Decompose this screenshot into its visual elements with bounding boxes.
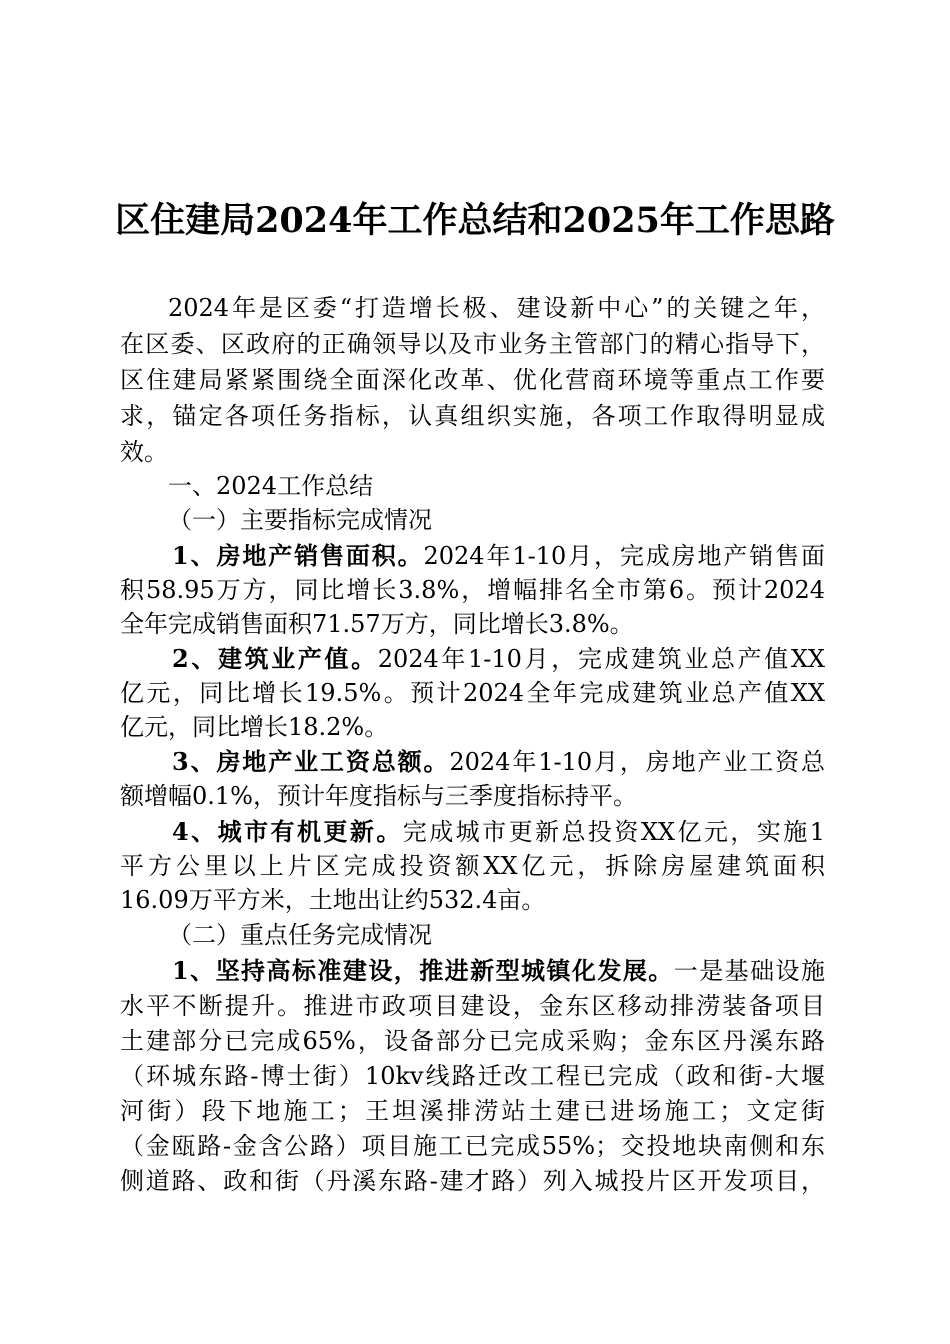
item-2-line-3: 亿元，同比增长18.2%。 bbox=[120, 713, 389, 741]
item-3-line-2: 额增幅0.1%，预计年度指标与三季度指标持平。 bbox=[120, 782, 637, 810]
item-4-text: 完成城市更新总投资XX亿元，实施1 bbox=[402, 818, 825, 846]
subsection-heading-1: （一）主要指标完成情况 bbox=[168, 506, 432, 534]
item-2-text: 2024年1-10月，完成建筑业总产值XX bbox=[377, 645, 825, 673]
subsection-heading-2: （二）重点任务完成情况 bbox=[168, 921, 432, 949]
item-4-line-3: 16.09万平方米，土地出让约532.4亩。 bbox=[120, 886, 546, 914]
task-1-line-4: （环城东路-博士街）10kv线路迁改工程已完成（政和街-大堰 bbox=[120, 1062, 825, 1090]
task-1-line-6: （金瓯路-金含公路）项目施工已完成55%；交投地块南侧和东 bbox=[120, 1132, 825, 1160]
item-1-line-2: 积58.95万方，同比增长3.8%，增幅排名全市第6。预计2024 bbox=[120, 576, 825, 604]
intro-line-3: 区住建局紧紧围绕全面深化改革、优化营商环境等重点工作要 bbox=[120, 366, 825, 394]
item-1-text: 2024年1-10月，完成房地产销售面 bbox=[423, 542, 826, 570]
intro-line-4: 求，锚定各项任务指标，认真组织实施，各项工作取得明显成 bbox=[120, 402, 825, 430]
task-1-lead: 1、坚持高标准建设，推进新型城镇化发展。 bbox=[172, 956, 674, 985]
intro-line-2: 在区委、区政府的正确领导以及市业务主管部门的精心指导下， bbox=[120, 330, 825, 358]
item-1-lead: 1、房地产销售面积。 bbox=[172, 541, 424, 570]
task-1-line-2: 水平不断提升。推进市政项目建设，金东区移动排涝装备项目 bbox=[120, 992, 825, 1020]
item-3-text: 2024年1-10月，房地产业工资总 bbox=[449, 748, 826, 776]
section-heading-1: 一、2024工作总结 bbox=[168, 472, 374, 500]
task-1-first-line bbox=[172, 953, 825, 989]
item-2-line-2: 亿元，同比增长19.5%。预计2024全年完成建筑业总产值XX bbox=[120, 679, 825, 707]
intro-line-5: 效。 bbox=[120, 438, 168, 466]
task-1-line-3: 土建部分已完成65%，设备部分已完成采购；金东区丹溪东路 bbox=[120, 1027, 825, 1055]
item-4-lead: 4、城市有机更新。 bbox=[172, 817, 403, 846]
item-1-line-3: 全年完成销售面积71.57万方，同比增长3.8%。 bbox=[120, 610, 634, 638]
item-4-first-line bbox=[172, 814, 825, 850]
page-title: 区住建局2024年工作总结和2025年工作思路 bbox=[115, 200, 835, 241]
item-3-lead: 3、房地产业工资总额。 bbox=[172, 747, 450, 776]
item-2-lead: 2、建筑业产值。 bbox=[172, 644, 378, 673]
intro-line-1: 2024年是区委“打造增长极、建设新中心”的关键之年， bbox=[168, 294, 825, 322]
task-1-text: 一是基础设施 bbox=[673, 957, 826, 985]
item-1-first-line bbox=[172, 538, 825, 574]
task-1-line-7: 侧道路、政和街（丹溪东路-建才路）列入城投片区开发项目， bbox=[120, 1167, 825, 1195]
item-3-first-line bbox=[172, 744, 825, 780]
item-2-first-line bbox=[172, 641, 825, 677]
task-1-line-5: 河街）段下地施工；王坦溪排涝站土建已进场施工；文定街 bbox=[120, 1097, 825, 1125]
item-4-line-2: 平方公里以上片区完成投资额XX亿元，拆除房屋建筑面积 bbox=[120, 852, 825, 880]
